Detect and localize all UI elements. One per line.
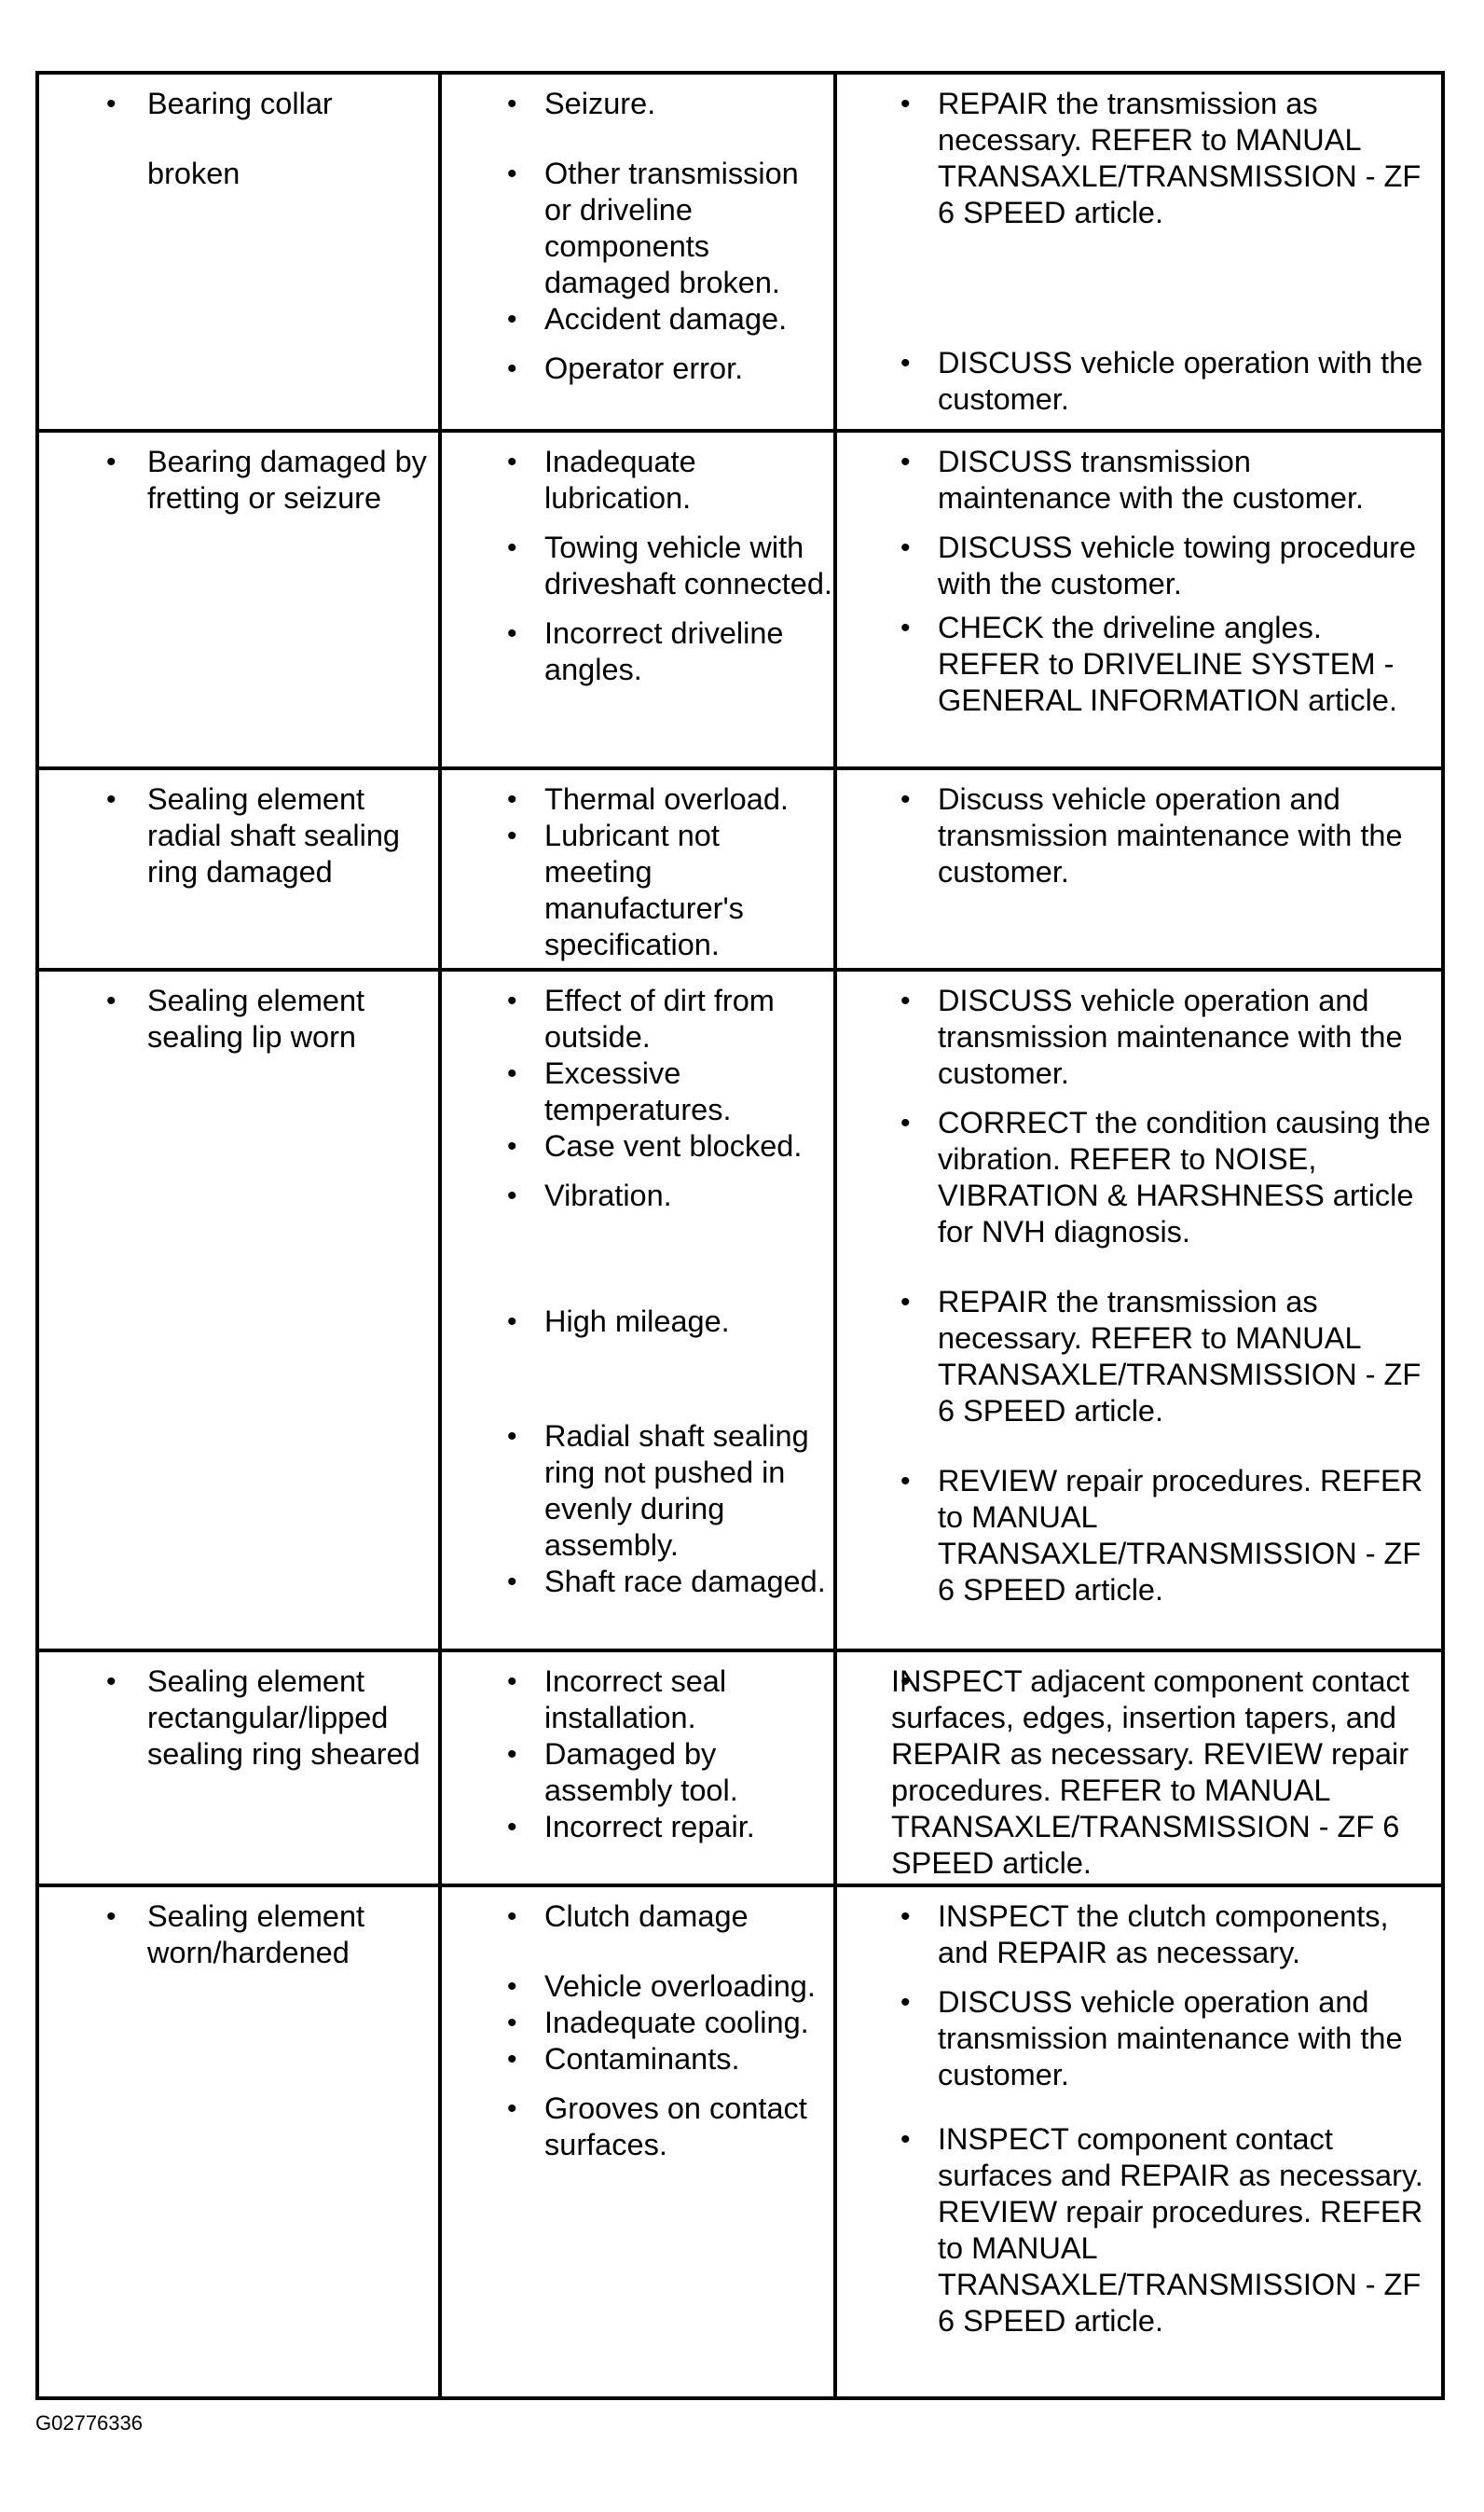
- table-row: [37, 768, 1443, 970]
- cause-item: • Inadequate lubrication.: [442, 444, 833, 517]
- cause-cell: [440, 970, 835, 1650]
- action-cell: [835, 431, 1443, 768]
- cause-cell: [440, 73, 835, 431]
- action-cell: [835, 1885, 1443, 2398]
- cause-item: • Inadequate cooling.: [442, 2005, 833, 2041]
- table-row: [37, 431, 1443, 768]
- cause-item: • Vehicle overloading.: [442, 1968, 833, 2005]
- action-item: • Discuss vehicle operation and transmission maintenance with the customer.: [837, 781, 1441, 890]
- cause-item: • Incorrect seal installation.: [442, 1663, 833, 1736]
- condition-cell: [37, 970, 440, 1650]
- action-cell: [835, 768, 1443, 970]
- action-item: • DISCUSS vehicle operation and transmission maintenance with the customer.: [837, 983, 1441, 1092]
- cause-item: • High mileage.: [442, 1304, 833, 1340]
- condition-text: • Sealing element sealing lip worn: [39, 983, 438, 1056]
- cause-item: • Other transmission or driveline components damaged broken.: [442, 156, 833, 301]
- condition-text: • Bearing collar: [39, 86, 438, 122]
- action-item: • DISCUSS vehicle operation and transmission maintenance with the customer.: [837, 1984, 1441, 2093]
- condition-text: • Bearing damaged by fretting or seizure: [39, 444, 438, 517]
- cause-item: • Incorrect repair.: [442, 1809, 833, 1845]
- table-row: [37, 970, 1443, 1650]
- action-item: • CHECK the driveline angles. REFER to DRIVELINE SYSTEM - GENERAL INFORMATION article.: [837, 610, 1441, 719]
- condition-cell: [37, 431, 440, 768]
- action-item: • DISCUSS vehicle operation with the customer.: [837, 345, 1441, 418]
- cause-item: • Thermal overload.: [442, 781, 833, 818]
- action-item: • INSPECT adjacent component contact surfaces, edges, insertion tapers, and REPAIR as necessary. REVIEW repair procedures. REFER to MANUAL TRANSAXLE/TRANSMISSION - ZF 6 SPEED article.: [837, 1663, 1441, 1882]
- cause-item: • Case vent blocked.: [442, 1128, 833, 1165]
- cause-item: • Incorrect driveline angles.: [442, 615, 833, 688]
- cause-item: • Lubricant not meeting manufacturer's specification.: [442, 818, 833, 963]
- condition-cell: [37, 768, 440, 970]
- cause-item: • Contaminants.: [442, 2041, 833, 2077]
- cause-item: • Operator error.: [442, 351, 833, 387]
- condition-cell: [37, 73, 440, 431]
- table-row: [37, 1885, 1443, 2398]
- action-cell: [835, 73, 1443, 431]
- action-item: • DISCUSS vehicle towing procedure with the customer.: [837, 530, 1441, 602]
- cause-item: • Towing vehicle with driveshaft connected.: [442, 530, 833, 602]
- condition-text-continued: broken: [147, 157, 240, 190]
- action-cell: [835, 1650, 1443, 1885]
- action-item: • DISCUSS transmission maintenance with the customer.: [837, 444, 1441, 517]
- table-row: [37, 1650, 1443, 1885]
- cause-item: • Grooves on contact surfaces.: [442, 2091, 833, 2163]
- cause-item: • Seizure.: [442, 86, 833, 122]
- condition-text: • Sealing element rectangular/lipped sealing ring sheared: [39, 1663, 438, 1773]
- action-item: • REVIEW repair procedures. REFER to MANUAL TRANSAXLE/TRANSMISSION - ZF 6 SPEED article.: [837, 1463, 1441, 1608]
- condition-cell: [37, 1650, 440, 1885]
- diagnosis-table: [35, 71, 1445, 2400]
- table-row: [37, 73, 1443, 431]
- condition-text: • Sealing element radial shaft sealing ring damaged: [39, 781, 438, 890]
- figure-id: G02776336: [35, 2411, 143, 2435]
- cause-cell: [440, 431, 835, 768]
- cause-item: • Damaged by assembly tool.: [442, 1736, 833, 1809]
- cause-item: • Radial shaft sealing ring not pushed in evenly during assembly.: [442, 1418, 833, 1564]
- condition-cell: [37, 1885, 440, 2398]
- cause-item: • Effect of dirt from outside.: [442, 983, 833, 1056]
- cause-cell: [440, 1885, 835, 2398]
- cause-item: • Excessive temperatures.: [442, 1056, 833, 1128]
- cause-item: • Shaft race damaged.: [442, 1564, 833, 1600]
- action-item: • REPAIR the transmission as necessary. REFER to MANUAL TRANSAXLE/TRANSMISSION - ZF 6 SPEED article.: [837, 86, 1441, 231]
- condition-text: • Sealing element worn/hardened: [39, 1898, 438, 1971]
- action-item: • CORRECT the condition causing the vibration. REFER to NOISE, VIBRATION & HARSHNESS article for NVH diagnosis.: [837, 1105, 1441, 1250]
- cause-cell: [440, 768, 835, 970]
- action-item: • INSPECT the clutch components, and REPAIR as necessary.: [837, 1898, 1441, 1971]
- action-item: • INSPECT component contact surfaces and REPAIR as necessary. REVIEW repair procedures. REFER to MANUAL TRANSAXLE/TRANSMISSION - ZF 6 SPEED article.: [837, 2121, 1441, 2339]
- cause-item: • Vibration.: [442, 1178, 833, 1214]
- diagnosis-table-body: [37, 73, 1443, 2398]
- action-cell: [835, 970, 1443, 1650]
- action-item: • REPAIR the transmission as necessary. REFER to MANUAL TRANSAXLE/TRANSMISSION - ZF 6 SPEED article.: [837, 1284, 1441, 1429]
- cause-item: • Accident damage.: [442, 301, 833, 338]
- cause-cell: [440, 1650, 835, 1885]
- cause-item: • Clutch damage: [442, 1898, 833, 1935]
